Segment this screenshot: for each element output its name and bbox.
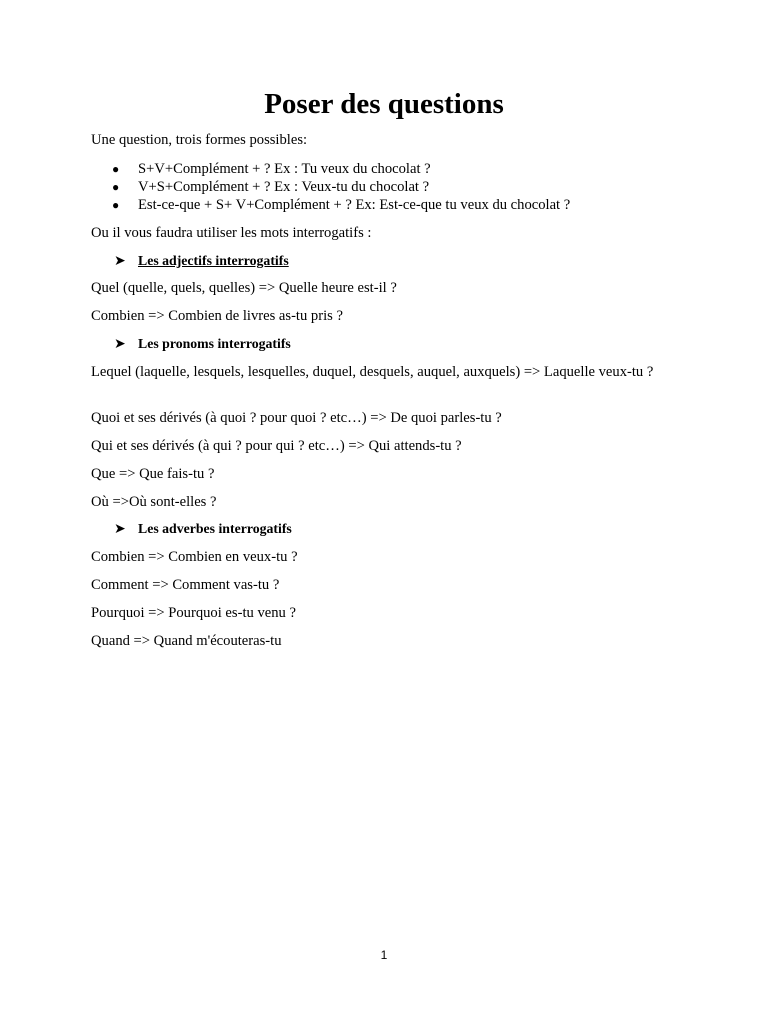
adverbes-line: Comment => Comment vas-tu ? <box>91 577 280 593</box>
form-text: V+S+Complément + ? Ex : Veux-tu du chocolat ? <box>138 179 430 195</box>
pronoms-line: Lequel (laquelle, lesquels, lesquelles, duquel, desquels, auquel, auxquels) => Laquelle veux-tu ? <box>91 364 654 380</box>
adverbes-line: Quand => Quand m'écouteras-tu <box>91 633 282 649</box>
interrogatives-intro: Ou il vous faudra utiliser les mots interrogatifs : <box>91 225 372 241</box>
intro-text: Une question, trois formes possibles: <box>91 132 308 148</box>
list-item <box>112 196 570 214</box>
arrowhead-right-icon: ➤ <box>114 521 126 537</box>
list-item <box>112 160 431 178</box>
adverbes-line: Combien => Combien en veux-tu ? <box>91 549 298 565</box>
heading-label: Les pronoms interrogatifs <box>138 336 291 351</box>
arrowhead-right-icon: ➤ <box>114 253 126 269</box>
bullet-dot-icon: ● <box>112 180 120 194</box>
form-text: S+V+Complément + ? Ex : Tu veux du chocolat ? <box>138 161 431 177</box>
pronoms-line: Quoi et ses dérivés (à quoi ? pour quoi ? etc…) => De quoi parles-tu ? <box>91 410 502 426</box>
section-heading-adjectifs <box>114 252 289 270</box>
adverbes-line: Pourquoi => Pourquoi es-tu venu ? <box>91 605 296 621</box>
heading-label: Les adverbes interrogatifs <box>138 521 292 536</box>
bullet-dot-icon: ● <box>112 198 120 212</box>
pronoms-line: Que => Que fais-tu ? <box>91 466 215 482</box>
pronoms-line: Où =>Où sont-elles ? <box>91 494 217 510</box>
page-title: Poser des questions <box>264 88 504 120</box>
form-text: Est-ce-que + S+ V+Complément + ? Ex: Est-ce-que tu veux du chocolat ? <box>138 197 571 213</box>
heading-label: Les adjectifs interrogatifs <box>138 253 289 268</box>
arrowhead-right-icon: ➤ <box>114 336 126 352</box>
adjectifs-line: Combien => Combien de livres as-tu pris ? <box>91 308 343 324</box>
list-item <box>112 178 429 196</box>
section-heading-pronoms <box>114 335 291 353</box>
section-heading-adverbes <box>114 520 292 538</box>
adjectifs-line: Quel (quelle, quels, quelles) => Quelle heure est-il ? <box>91 280 397 296</box>
page-number: 1 <box>380 948 388 962</box>
pronoms-line: Qui et ses dérivés (à qui ? pour qui ? etc…) => Qui attends-tu ? <box>91 438 462 454</box>
bullet-dot-icon: ● <box>112 162 120 176</box>
